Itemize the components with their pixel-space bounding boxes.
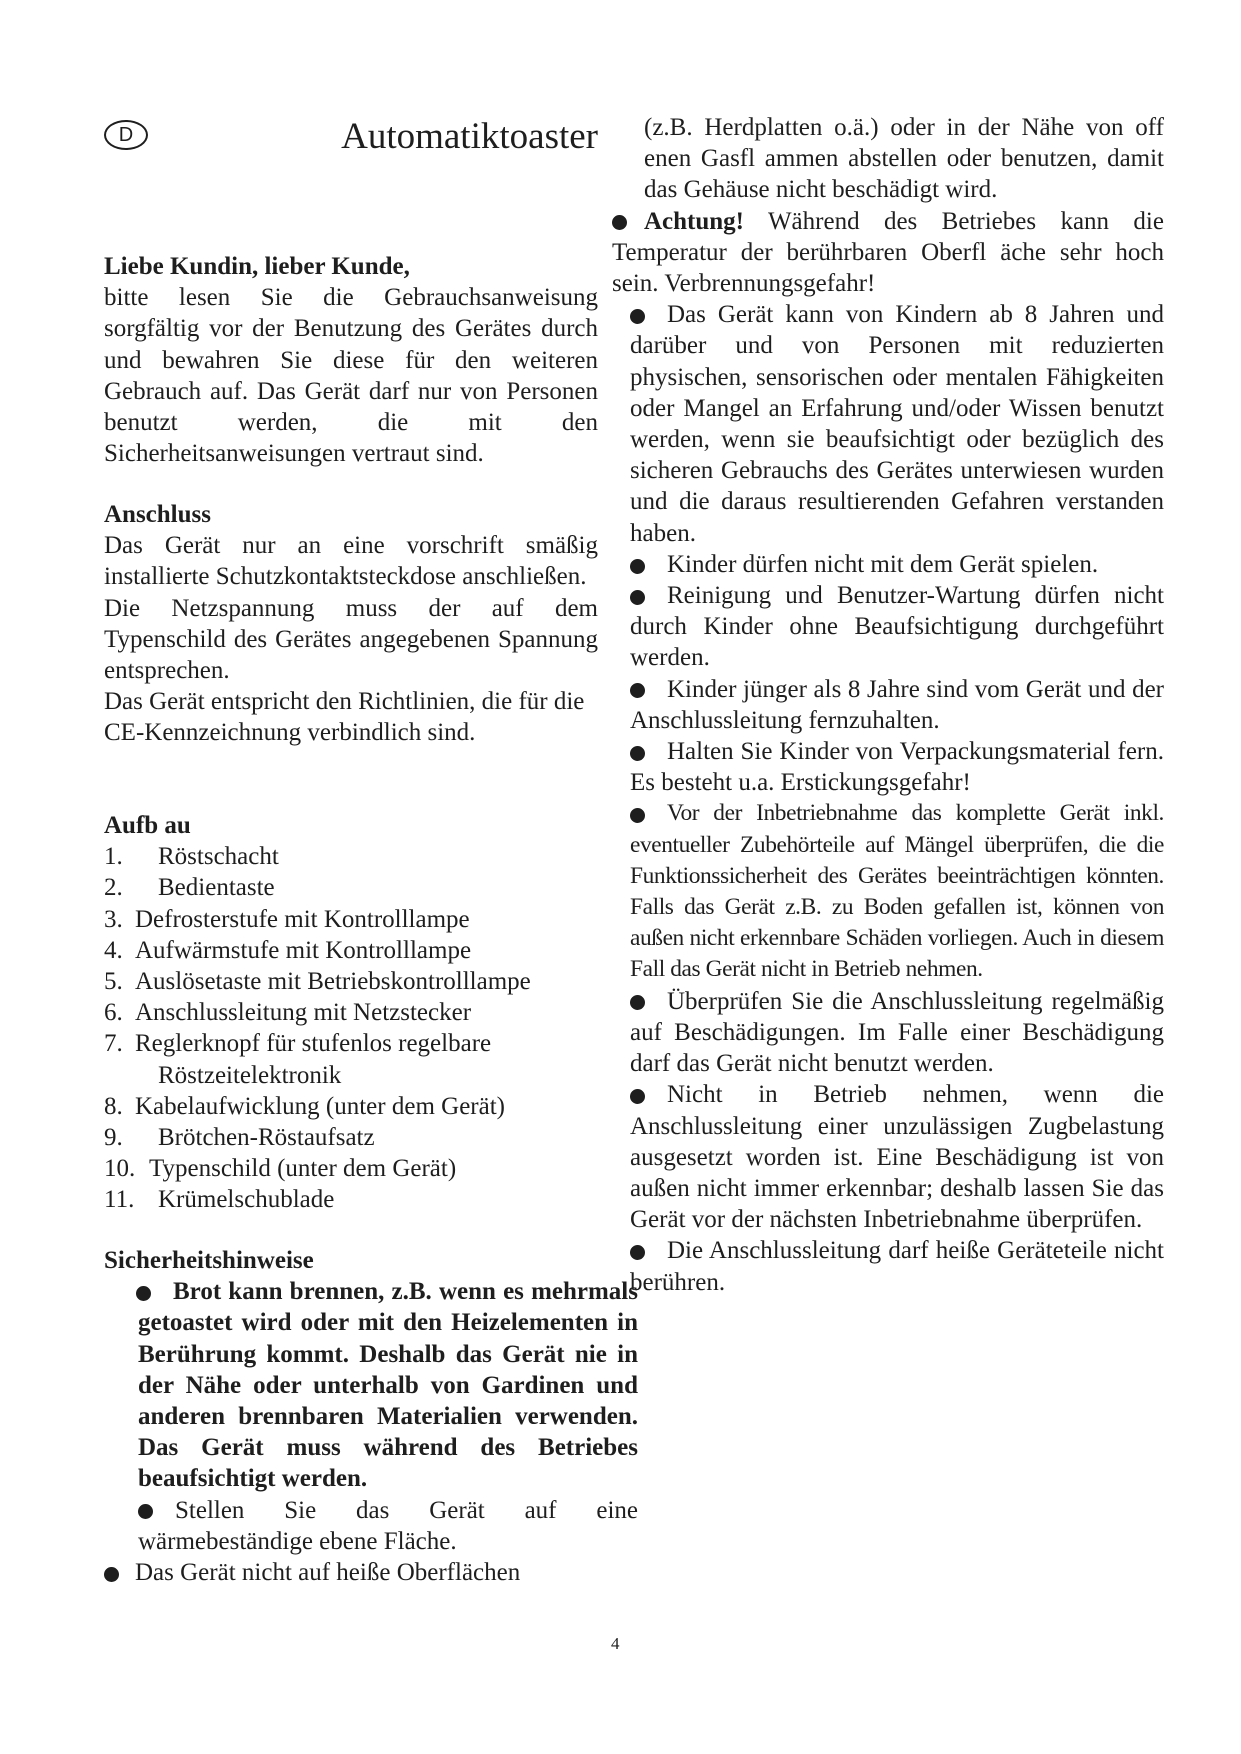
bullet-item: Überprüfen Sie die Anschlussleitung regelmäßig auf Beschädigungen. Im Falle einer Beschädigung darf das Gerät nicht benutzt werden.: [630, 987, 1164, 1078]
right-column: [612, 112, 1174, 1298]
bullet-item: Die Anschlussleitung darf heiße Geräteteile nicht berühren.: [630, 1237, 1164, 1296]
anschluss-section: [104, 499, 598, 749]
anschluss-paragraph-1: Das Gerät nur an eine vorschrift smäßig installierte Schutzkontaktsteckdose anschließen.: [104, 532, 598, 591]
bullet-item: Halten Sie Kinder von Verpackungsmaterial fern. Es besteht u.a. Erstickungsgefahr!: [630, 738, 1164, 797]
bullet-icon: [630, 590, 645, 605]
list-item: 4. Aufwärmstufe mit Kontrolllampe: [104, 936, 472, 964]
bullet-icon: [630, 746, 645, 761]
list-item: 3. Defrosterstufe mit Kontrolllampe: [104, 905, 470, 933]
bullet-icon: [630, 808, 645, 823]
bullet-heisse-continued: (z.B. Herdplatten o.ä.) oder in der Nähe von off enen Gasfl ammen abstellen oder benutzen, damit das Gehäuse nicht beschädigt wird.: [644, 114, 1164, 204]
bold-warning: Brot kann brennen, z.B. wenn es mehrmals getoastet wird oder mit den Heizelementen in Berührung kommt. Deshalb das Gerät nie in der Nähe oder unterhalb von Gardinen und anderen brennbaren Materialien verwenden. Das Gerät muss während des Betriebes beaufsichtigt werden.: [138, 1278, 638, 1493]
greeting: Liebe Kundin, lieber Kunde,: [104, 253, 410, 280]
page-number: 4: [611, 1634, 620, 1653]
list-item: 11. Krümelschublade: [104, 1186, 335, 1214]
sicherheit-heading: Sicherheitshinweise: [104, 1247, 314, 1274]
list-item: 6. Anschlussleitung mit Netzstecker: [104, 999, 472, 1027]
anschluss-paragraph-3: Das Gerät entspricht den Richtlinien, die für die CE-Kennzeichnung verbindlich sind.: [104, 688, 585, 747]
sicherheit-section: [104, 1245, 638, 1588]
bullet-achtung: Achtung! Während des Betriebes kann die Temperatur der berührbaren Oberfl äche sehr hoch sein. Verbrennungsgefahr!: [612, 207, 1164, 298]
bullet-icon: [630, 1245, 645, 1260]
intro-section: [104, 251, 598, 469]
bullet-heisse: Das Gerät nicht auf heiße Oberflächen: [104, 1557, 598, 1588]
bullet-icon: [630, 683, 645, 698]
bullet-item: Reinigung und Benutzer-Wartung dürfen nicht durch Kinder ohne Beaufsichtigung durchgeführt werden.: [630, 582, 1164, 672]
bullet-item: Kinder jünger als 8 Jahre sind vom Gerät und der Anschlussleitung fernzuhalten.: [630, 675, 1164, 734]
aufbau-heading: Aufb au: [104, 812, 191, 839]
list-item: 2. Bedientaste: [104, 874, 275, 902]
bullet-icon: [136, 1286, 151, 1301]
list-item: 10. Typenschild (unter dem Gerät): [104, 1155, 457, 1183]
bullet-item: Vor der Inbetriebnahme das komplette Gerät inkl. eventueller Zubehörteile auf Mängel überprüfen, die die Funktionssicherheit des Gerätes beeinträchtigen könnten. Falls das Gerät z.B. zu Boden gefallen ist, können von außen nicht erkennbare Schäden vorliegen. Auch in diesem Fall das Gerät nicht in Betrieb nehmen.: [630, 800, 1164, 983]
list-item: Röstzeitelektronik: [158, 1061, 342, 1089]
list-item: 1. Röstschacht: [104, 843, 279, 871]
bullet-icon: [104, 1567, 119, 1582]
aufbau-section: [104, 810, 598, 1216]
page-title: Automatiktoaster: [341, 116, 598, 157]
list-item: 9. Brötchen-Röstaufsatz: [104, 1124, 375, 1152]
bullet-item: Das Gerät kann von Kindern ab 8 Jahren und darüber und von Personen mit reduzierten physischen, sensorischen oder mentalen Fähigkeiten oder Mangel an Erfahrung und/oder Wissen benutzt werden, wenn sie beaufsichtigt oder bezüglich des sicheren Gebrauchs des Gerätes unterwiesen wurden und die daraus resultierenden Gefahren verstanden haben.: [630, 301, 1164, 547]
bullet-icon: [138, 1504, 153, 1519]
bullet-item: Nicht in Betrieb nehmen, wenn die Anschlussleitung einer unzulässigen Zugbelastung ausgesetzt worden ist. Eine Beschädigung ist von außen nicht immer erkennbar; deshalb lassen Sie das Gerät vor der nächsten Inbetriebnahme überprüfen.: [630, 1081, 1164, 1234]
bullet-icon: [630, 1089, 645, 1104]
bullet-icon: [630, 995, 645, 1010]
list-item: 5. Auslösetaste mit Betriebskontrolllampe: [104, 968, 531, 996]
language-badge: D: [104, 120, 148, 150]
bullet-icon: [630, 559, 645, 574]
bullet-stellen: Stellen Sie das Gerät auf eine wärmebeständige ebene Fläche.: [138, 1496, 638, 1555]
list-item: 7. Reglerknopf für stufenlos regelbare: [104, 1030, 492, 1058]
bullet-item: Kinder dürfen nicht mit dem Gerät spielen.: [630, 549, 1164, 580]
list-item: 8. Kabelaufwicklung (unter dem Gerät): [104, 1092, 505, 1120]
bullet-icon: [612, 215, 627, 230]
bullet-icon: [630, 309, 645, 324]
anschluss-heading: Anschluss: [104, 501, 211, 528]
anschluss-paragraph-2: Die Netzspannung muss der auf dem Typenschild des Gerätes angegebenen Spannung entsprechen.: [104, 594, 598, 685]
intro-text: bitte lesen Sie die Gebrauchsanweisung sorgfältig vor der Benutzung des Gerätes durch und bewahren Sie diese für den weiteren Gebrauch auf. Das Gerät darf nur von Personen benutzt werden, die mit den Sicherheitsanweisungen vertraut sind.: [104, 284, 598, 468]
